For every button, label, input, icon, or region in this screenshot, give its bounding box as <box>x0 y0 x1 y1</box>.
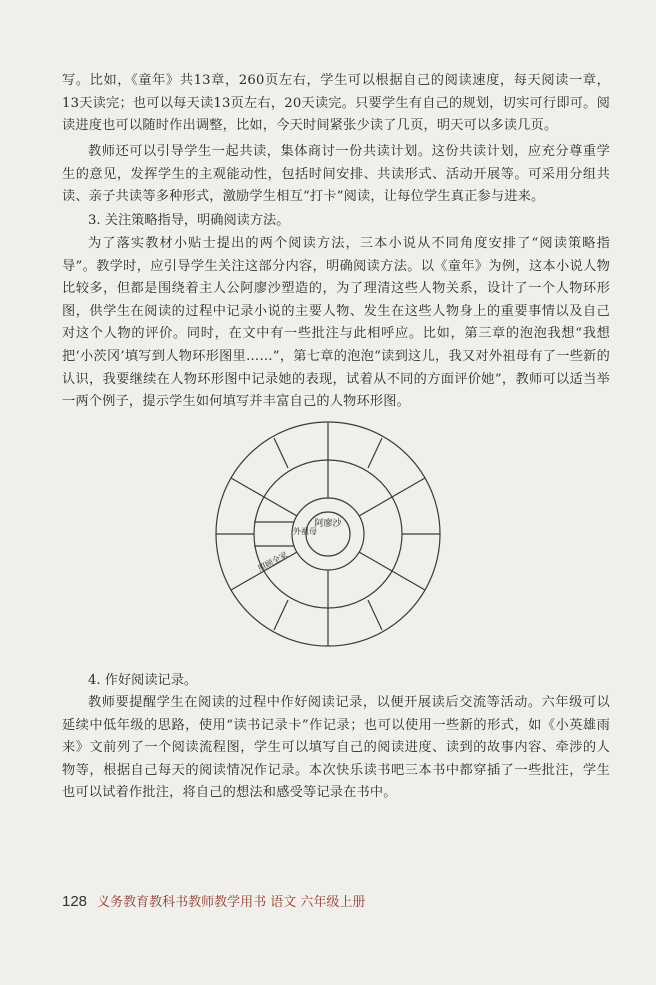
book-title: 义务教育教科书教师教学用书 语文 六年级上册 <box>97 895 366 910</box>
inner-label-grandmother: 外祖母 <box>293 527 317 536</box>
center-label: 阿廖沙 <box>314 519 342 529</box>
paragraph-shared-reading: 教师还可以引导学生一起共读，集体商讨一份共读计划。这份共读计划，应充分尊重学生的意见，发挥学生的主观能动性，包括时间安排、共读形式、活动开展等。可采用分组共读、亲子共读等多种形式，激励学生相互“打卡”阅读，让每位学生真正参与进来。 <box>62 144 610 205</box>
page-footer <box>62 891 365 910</box>
paragraph-reading-records: 教师要提醒学生在阅读的过程中作好阅读记录，以便开展读后交流等活动。六年级可以延续中低年级的思路，使用“读书记录卡”作记录；也可以使用一些新的形式，如《小英雄雨来》文前列了一个阅读流程图，学生可以填写自己的阅读进度、读到的故事内容、牵涉的人物等，根据自己每天的阅读情况作记录。本次快乐读书吧三本书中都穿插了一些批注，学生也可以试着作批注，将自己的想法和感受等记录在书中。 <box>62 695 610 801</box>
paragraph-reading-plan-example: 写。比如，《童年》共13章，260页左右，学生可以根据自己的阅读速度，每天阅读一章，13天读完；也可以每天读13页左右，20天读完。只要学生有自己的规划，切实可行即可。阅读进度也可以随时作出调整，比如，今天时间紧张少读了几页，明天可以多读几页。 <box>62 73 610 134</box>
section-heading-4: 4. 作好阅读记录。 <box>88 673 198 688</box>
outer-label-care-family: 照顾全家 <box>256 550 290 574</box>
ring-diagram-svg <box>214 420 442 648</box>
page-number: 128 <box>62 893 88 910</box>
paragraph-reading-strategy: 为了落实教材小贴士提出的两个阅读方法，三本小说从不同角度安排了“阅读策略指导”。教学时，应引导学生关注这部分内容，明确阅读方法。以《童年》为例，这本小说人物比较多，但都是围绕着主人公阿廖沙塑造的，为了理清这些人物关系，设计了一个人物环形图，供学生在阅读的过程中记录小说的主要人物、发生在这些人物身上的重要事情以及自己对这个人物的评价。同时，在文中有一些批注与此相呼应。比如，第三章的泡泡我想“我想把‘小茨冈’填写到人物环形图里……”，第七章的泡泡“读到这儿，我又对外祖母有了一些新的认识，我要继续在人物环形图中记录她的表现，试着从不同的方面评价她”，教师可以适当举一两个例子，提示学生如何填写并丰富自己的人物环形图。 <box>62 236 610 410</box>
character-ring-diagram <box>214 420 442 648</box>
section-heading-3: 3. 关注策略指导，明确阅读方法。 <box>88 213 290 228</box>
